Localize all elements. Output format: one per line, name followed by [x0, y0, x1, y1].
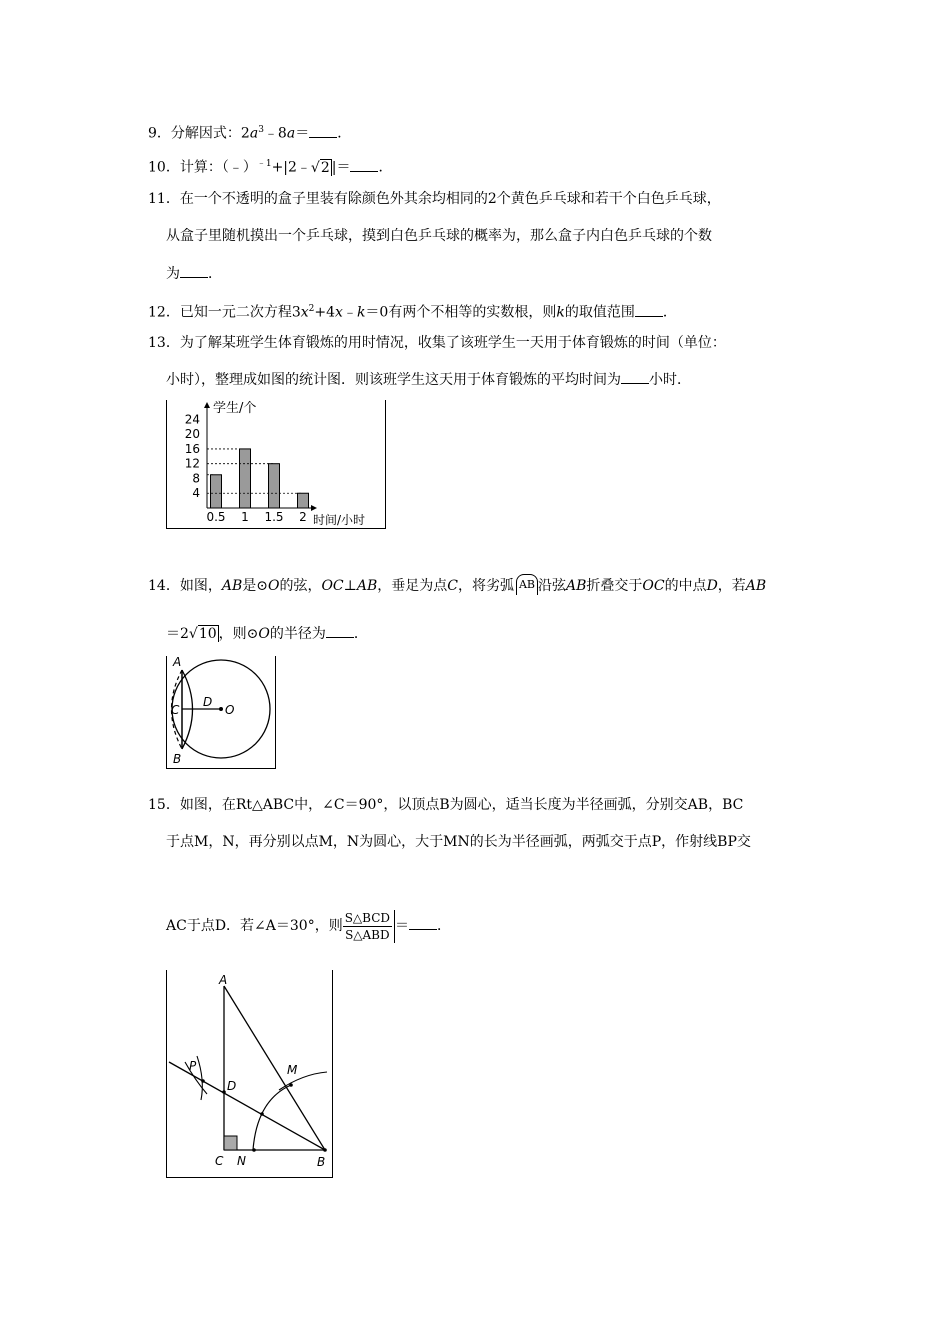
q14-text10: ，若 [717, 578, 746, 594]
q10-text2: +|2﹣ [271, 159, 311, 176]
q14-var-ab4: AB [745, 578, 767, 594]
q14-var-o: O [267, 578, 280, 594]
label-a: A [173, 656, 182, 669]
q12-var2: x [335, 304, 343, 321]
label-c: C [171, 703, 180, 717]
triangle-figure [167, 970, 332, 1177]
q14-perp: ⊥ [343, 578, 357, 594]
q13-line1: 为了解某班学生体育锻炼的用时情况，收集了该班学生一天用于体育锻炼的时间（单位： [179, 335, 726, 351]
y-tick-label: 12 [184, 456, 200, 471]
answer-blank [309, 124, 337, 138]
q12-text5: 的取值范围 [564, 304, 635, 321]
right-angle-mark [224, 1136, 237, 1150]
q11-line1: 在一个不透明的盒子里装有除颜色外其余均相同的2个黄色乒乓球和若干个白色乒乓球， [179, 191, 721, 207]
bar-1 [240, 449, 251, 508]
q15-line3-wrap [166, 906, 451, 946]
q14-var-oc2: OC [642, 578, 665, 594]
q9-end: ． [337, 125, 352, 142]
q12-var: x [300, 304, 309, 321]
question-11 [148, 189, 721, 209]
arc-ab-label: AB [516, 574, 538, 595]
q10-radicand: 2 [320, 159, 330, 176]
label-m: M [287, 1063, 298, 1077]
q9-eq: ＝ [295, 125, 310, 142]
q14-var-ab2: AB [356, 578, 378, 594]
answer-blank [409, 916, 437, 930]
q14-line2 [166, 624, 368, 644]
label-d: D [227, 1079, 237, 1093]
question-15 [148, 795, 743, 815]
bar-chart [167, 400, 385, 528]
q14-text: 如图， [179, 578, 222, 594]
q10-exp: ﹣1 [256, 159, 272, 169]
x-axis-label: 时间/小时 [313, 513, 366, 527]
q13-number: 13． [148, 335, 180, 351]
q15-end: ． [437, 918, 451, 934]
q14-text2: 是⊙ [242, 578, 268, 594]
circle-figure [167, 656, 275, 768]
label-o: O [225, 703, 235, 717]
q14-text11: ，则⊙ [218, 626, 259, 642]
q12-text4: ＝0有两个不相等的实数根，则 [365, 304, 557, 321]
bar-2 [298, 493, 309, 508]
q11-end: ． [208, 266, 222, 282]
q13-line2-wrap [166, 370, 691, 390]
q14-var-d: D [706, 578, 718, 594]
q15-line2: 于点M，N，再分别以点M，N为圆心，大于MN的长为半径画弧，两弧交于点P，作射线BP交 [166, 834, 751, 850]
bar-chart-frame [166, 400, 386, 529]
area-ratio-fraction [343, 910, 395, 943]
label-n: N [237, 1154, 246, 1168]
q15-number: 15． [148, 797, 180, 813]
q12-text: 已知一元二次方程3 [179, 304, 301, 321]
point-p [201, 1079, 205, 1083]
label-p: P [189, 1059, 197, 1073]
y-axis-arrow [204, 402, 210, 408]
q9-exp: 3 [258, 125, 264, 135]
q11-line3: 为 [166, 266, 180, 282]
q14-text9: 的中点 [664, 578, 707, 594]
q14-end: ． [353, 626, 368, 642]
answer-blank [326, 624, 354, 638]
sqrt-symbol: √10 [188, 626, 217, 642]
q14-eq: ＝2 [166, 626, 189, 642]
answer-blank [621, 370, 649, 384]
q15-line1: 如图，在Rt△ABC中，∠C＝90°，以顶点B为圆心，适当长度为半径画弧，分别交AB，BC [179, 797, 744, 813]
q14-var-ab: AB [221, 578, 243, 594]
triangle-figure-frame [166, 970, 333, 1178]
x-tick-label: 2 [299, 510, 307, 524]
q13-line2: 小时），整理成如图的统计图．则该班学生这天用于体育锻炼的平均时间为 [166, 372, 621, 388]
point-b [323, 1148, 327, 1152]
question-10 [148, 154, 392, 178]
label-a: A [219, 973, 228, 987]
q14-var-o2: O [258, 626, 270, 642]
q14-text8: 折叠交于 [586, 578, 643, 594]
q14-text5: ，垂足为点 [377, 578, 448, 594]
label-c: C [215, 1154, 224, 1168]
q9-var: a [249, 125, 259, 142]
arc-mn [253, 1085, 291, 1150]
q15-line2-wrap [166, 832, 751, 852]
circle-figure-frame [166, 656, 276, 769]
q15-eq: ＝ [395, 918, 409, 934]
q10-text: 计算：（﹣） [179, 159, 257, 176]
y-axis-label: 学生/个 [213, 401, 257, 416]
y-tick-label: 20 [184, 427, 200, 442]
q11-line3-wrap [166, 264, 222, 284]
q12-end: ． [662, 304, 677, 321]
q14-number: 14． [148, 578, 180, 594]
bar-0.5 [211, 475, 222, 508]
q9-text2: ﹣8 [263, 125, 287, 142]
q14-text7: 沿弦 [537, 578, 566, 594]
answer-blank [180, 264, 208, 278]
point-m [289, 1083, 293, 1087]
label-d: D [203, 695, 213, 709]
q14-text12: 的半径为 [269, 626, 326, 642]
sqrt-symbol: √2 [310, 159, 330, 176]
q11-line2: 从盒子里随机摸出一个乒乓球，摸到白色乒乓球的概率为，那么盒子内白色乒乓球的个数 [166, 228, 712, 244]
point-d [222, 1090, 226, 1094]
y-tick-label: 24 [184, 412, 200, 427]
q13-end: 小时． [649, 372, 691, 388]
q12-var3: k [356, 304, 366, 321]
q14-text3: 的弦， [279, 578, 322, 594]
q11-line2-wrap [166, 226, 712, 246]
fraction-denominator: S△ABD [345, 927, 390, 942]
answer-blank [635, 303, 663, 317]
q12-var4: k [556, 304, 565, 321]
y-tick-label: 16 [184, 441, 200, 456]
label-b: B [317, 1155, 326, 1169]
point-n [252, 1148, 256, 1152]
q10-number: 10． [148, 159, 180, 176]
q10-text3: |＝ [331, 159, 351, 176]
q12-text2: +4 [314, 304, 336, 321]
x-axis-arrow [311, 505, 317, 511]
point-o [219, 707, 223, 711]
point-intersect [260, 1112, 264, 1116]
bar-1.5 [269, 464, 280, 508]
q14-var-c: C [447, 578, 458, 594]
x-tick-label: 1.5 [264, 510, 284, 524]
x-tick-label: 0.5 [206, 510, 226, 524]
q10-end: ． [378, 159, 393, 176]
q11-number: 11． [148, 191, 180, 207]
q9-text: 分解因式：2 [170, 125, 250, 142]
q12-number: 12． [148, 304, 180, 321]
y-tick-label: 8 [192, 471, 200, 486]
q14-text6: ，将劣弧 [457, 578, 514, 594]
question-14 [148, 576, 766, 596]
fraction-numerator: S△BCD [344, 910, 390, 925]
label-b: B [173, 752, 182, 766]
y-tick-label: 4 [192, 486, 200, 501]
q14-radicand: 10 [198, 626, 217, 642]
q14-var-ab3: AB [565, 578, 587, 594]
q15-line3: AC于点D．若∠A＝30°，则 [166, 918, 343, 934]
question-9 [148, 120, 351, 144]
q12-text3: ﹣ [342, 304, 357, 321]
question-13 [148, 333, 726, 353]
answer-blank [350, 158, 378, 172]
question-12 [148, 299, 677, 323]
x-tick-label: 1 [241, 510, 249, 524]
q14-var-oc: OC [321, 578, 344, 594]
q9-var2: a [286, 125, 296, 142]
side-ab [224, 986, 325, 1150]
q9-number: 9． [148, 125, 171, 142]
q12-exp: 2 [308, 304, 315, 314]
